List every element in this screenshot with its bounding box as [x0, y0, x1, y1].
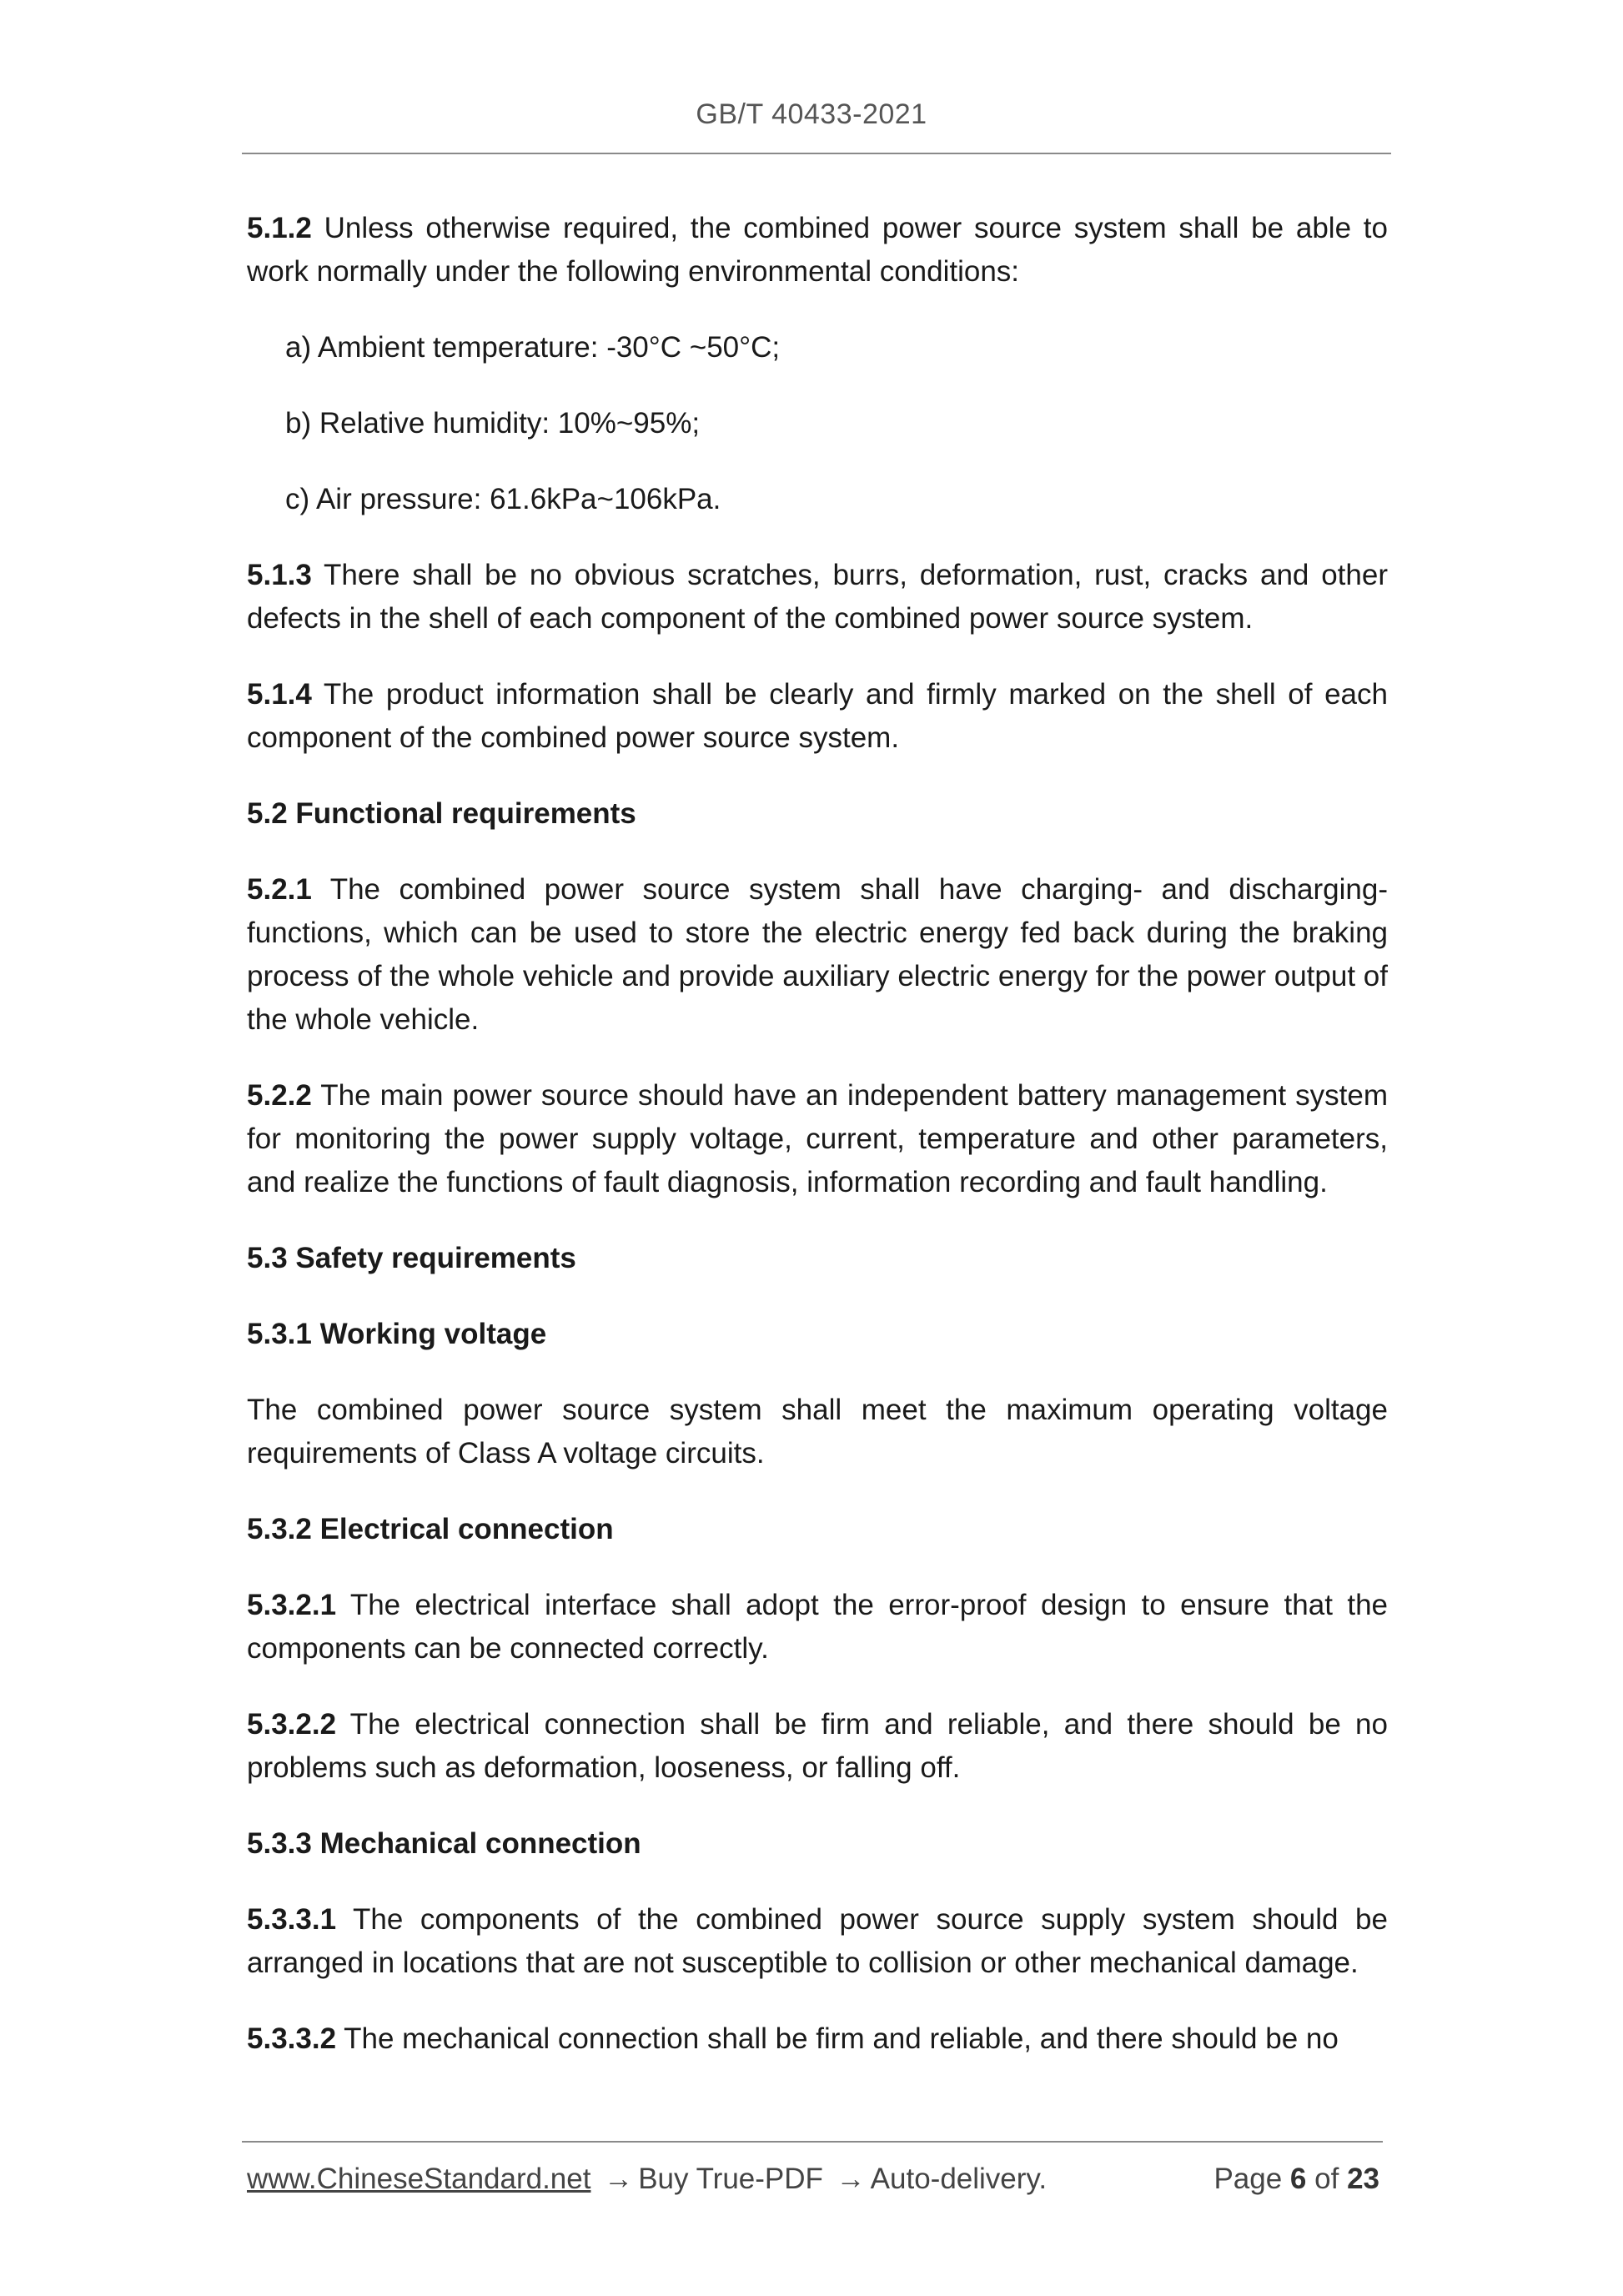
section-heading-5-3-2: 5.3.2 Electrical connection: [247, 1513, 614, 1545]
footer-divider: [242, 2141, 1383, 2143]
clause-5-1-2: [247, 207, 1388, 294]
clause-5-3-1-body: The combined power source system shall meet the maximum operating voltage requirements of Class A voltage circuits.: [247, 1394, 1388, 1470]
arrow-right-icon: →: [604, 2163, 634, 2195]
clause-number: 5.3.3.2: [247, 2022, 337, 2055]
list-item-a: a) Ambient temperature: -30°C ~50°C;: [285, 331, 781, 364]
current-page-number: 6: [1289, 2163, 1307, 2195]
clause-number: 5.3.2.2: [247, 1708, 337, 1741]
total-pages-number: 23: [1347, 2163, 1379, 2195]
clause-text: There shall be no obvious scratches, burrs, deformation, rust, cracks and other defects in the shell of each component of the combined power source system.: [247, 559, 1388, 635]
clause-number: 5.1.3: [247, 559, 312, 591]
page-counter: [1213, 2158, 1379, 2200]
clause-number: 5.2.2: [247, 1079, 312, 1112]
section-heading-5-3: 5.3 Safety requirements: [247, 1242, 576, 1274]
arrow-right-icon: →: [836, 2163, 866, 2195]
clause-5-1-3: [247, 554, 1388, 641]
list-item-c: c) Air pressure: 61.6kPa~106kPa.: [285, 483, 721, 515]
clause-5-3-2-1: [247, 1584, 1388, 1671]
auto-delivery-text: Auto-delivery.: [870, 2163, 1048, 2195]
clause-5-1-4: [247, 673, 1388, 760]
clause-number: 5.2.1: [247, 873, 312, 906]
document-body: [247, 207, 1388, 2093]
clause-5-3-3-2: [247, 2017, 1388, 2061]
clause-5-3-3-1: [247, 1898, 1388, 1985]
footer-promo: [247, 2158, 1047, 2200]
buy-pdf-text: Buy True-PDF: [638, 2163, 823, 2195]
list-item-b: b) Relative humidity: 10%~95%;: [285, 407, 701, 440]
clause-5-2-1: [247, 868, 1388, 1042]
clause-text: The product information shall be clearly and firmly marked on the shell of each component of the combined power source system.: [247, 678, 1388, 754]
clause-number: 5.3.3.1: [247, 1903, 337, 1936]
of-word: of: [1314, 2163, 1339, 2195]
clause-5-2-2: [247, 1074, 1388, 1204]
clause-text: Unless otherwise required, the combined power source system shall be able to work normally under the following environmental conditions:: [247, 212, 1388, 288]
clause-number: 5.1.2: [247, 212, 312, 244]
clause-number: 5.3.2.1: [247, 1589, 337, 1621]
page-word: Page: [1213, 2163, 1283, 2195]
clause-text: The electrical connection shall be firm and reliable, and there should be no problems such as deformation, looseness, or falling off.: [247, 1708, 1388, 1784]
clause-text: The electrical interface shall adopt the error-proof design to ensure that the components can be connected correctly.: [247, 1589, 1388, 1665]
document-code-header: GB/T 40433-2021: [696, 98, 927, 130]
section-heading-5-2: 5.2 Functional requirements: [247, 797, 636, 830]
clause-text: The main power source should have an independent battery management system for monitoring the power supply voltage, current, temperature and other parameters, and realize the functions of fault diagnosis, information recording and fault handling.: [247, 1079, 1388, 1198]
clause-text: The components of the combined power source supply system should be arranged in locations that are not susceptible to collision or other mechanical damage.: [247, 1903, 1388, 1979]
clause-text: The combined power source system shall have charging- and discharging-functions, which can be used to store the electric energy fed back during the braking process of the whole vehicle and provide auxiliary electric energy for the power output of the whole vehicle.: [247, 873, 1388, 1036]
header-divider: [242, 153, 1391, 154]
clause-5-3-2-2: [247, 1703, 1388, 1790]
clause-number: 5.1.4: [247, 678, 312, 711]
clause-text: The mechanical connection shall be firm and reliable, and there should be no: [336, 2022, 1339, 2055]
section-heading-5-3-1: 5.3.1 Working voltage: [247, 1318, 547, 1350]
website-link[interactable]: www.ChineseStandard.net: [247, 2163, 591, 2195]
section-heading-5-3-3: 5.3.3 Mechanical connection: [247, 1827, 641, 1860]
